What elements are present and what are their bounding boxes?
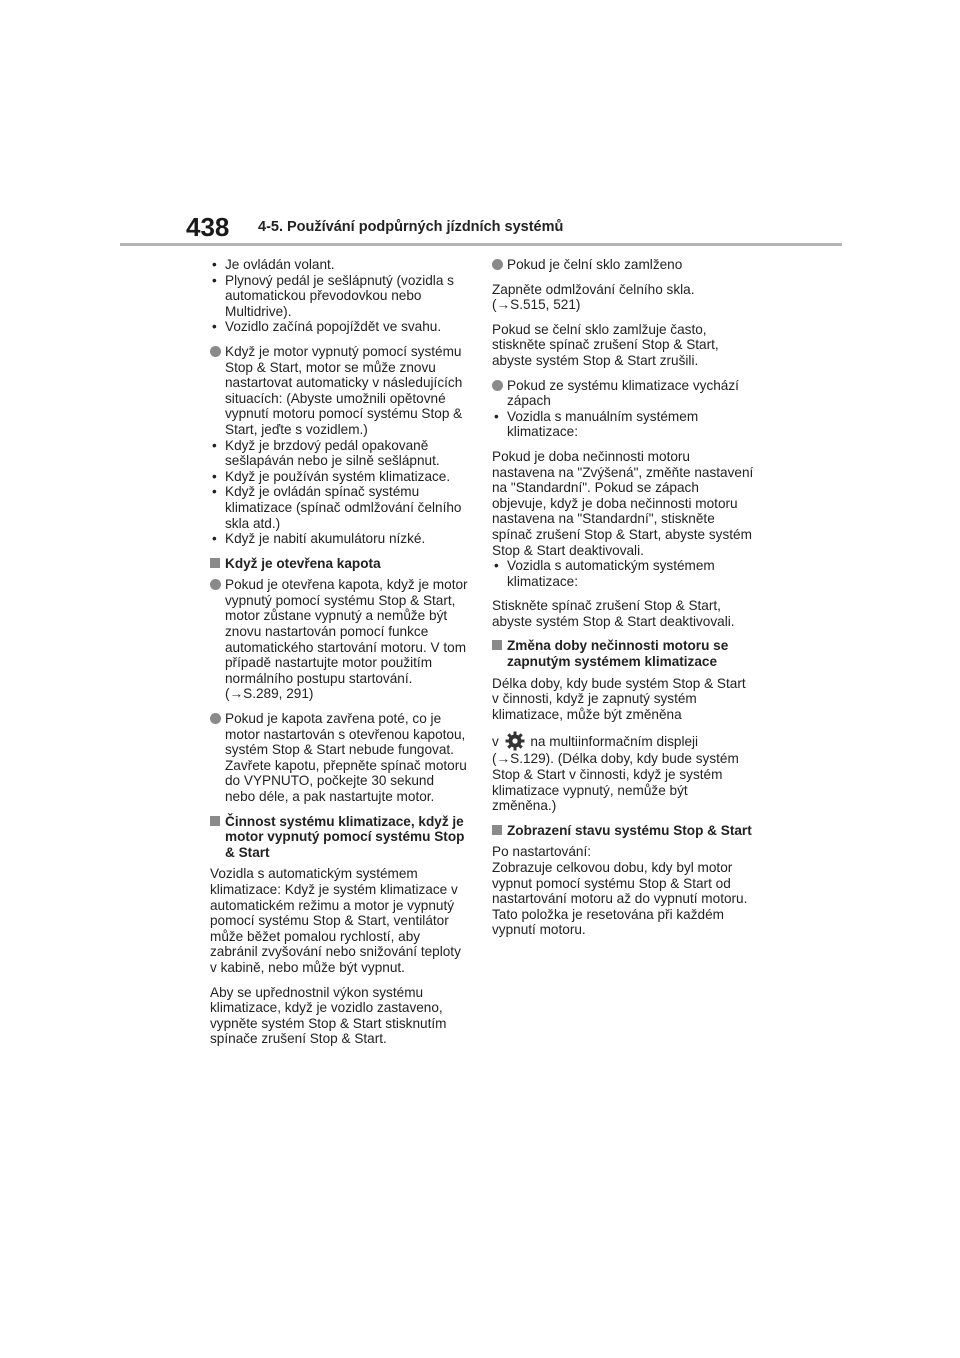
circle-bullet-icon (210, 713, 221, 724)
gear-icon (505, 731, 525, 751)
circle-item-text: Pokud ze systému klimatizace vychází zápach (507, 377, 739, 409)
paragraph-text: v (492, 734, 499, 750)
paragraph: Délka doby, kdy bude systém Stop & Start v činnosti, když je zapnutý systém klimatizace, může být změněna (492, 675, 746, 722)
paragraph: Zapněte odmlžování čelního skla. (→S.515, 521) (492, 281, 695, 313)
paragraph (492, 731, 754, 813)
list-item: • Je ovládán volant. (210, 257, 468, 273)
circle-bullet-icon (210, 579, 221, 590)
section-heading (210, 814, 468, 861)
section-heading (210, 556, 468, 572)
list-item: • Vozidla s automatickým systémem klimatizace: (492, 558, 754, 589)
circle-item-text: Pokud je čelní sklo zamlženo (507, 257, 683, 272)
section-title: 4-5. Používání podpůrných jízdních systémů (258, 219, 564, 235)
square-bullet-icon (492, 825, 502, 835)
paragraph: Zobrazuje celkovou dobu, kdy byl motor vypnut pomocí systému Stop & Start od nastartování motoru až do vypnutí motoru. (492, 860, 748, 907)
section-heading (492, 638, 754, 669)
page-number: 438 (186, 212, 230, 242)
circle-item (492, 257, 754, 273)
list-item: • Vozidlo začíná popojíždět ve svahu. (210, 319, 468, 335)
section-heading-text: Když je otevřena kapota (225, 555, 381, 571)
circle-item-text: Když je motor vypnutý pomocí systému Stop & Start, motor se může znovu nastartovat automaticky v následujících situacích: (Abyste umožnili opětovné vypnutí motoru pomocí systému Stop & Start, jeďte s vozidlem.) (225, 343, 463, 437)
paragraph: Vozidla s automatickým systémem klimatizace: Když je systém klimatizace v automatickém režimu a motor je vypnutý pomocí systému Stop & Start, ventilátor může běžet pomalou rychlostí, aby zabránil zvyšování nebo snižování teploty v kabině, nebo může být vypnut. (210, 866, 461, 975)
paragraph: Pokud je doba nečinnosti motoru nastavena na "Zvýšená", změňte nastavení na "Standardní". Pokud se zápach objevuje, když je doba nečinnosti motoru nastavena na "Standardní", stiskněte spínač zrušení Stop & Start, abyste systém Stop & Start deaktivovali. (492, 448, 754, 558)
circle-bullet-icon (492, 259, 503, 270)
square-bullet-icon (210, 558, 220, 568)
header-rule (120, 243, 842, 246)
square-bullet-icon (210, 816, 220, 826)
list-item: • Když je používán systém klimatizace. (210, 469, 468, 485)
paragraph: Po nastartování: (492, 844, 591, 860)
circle-item (492, 378, 754, 409)
circle-item (210, 344, 468, 438)
circle-item-text: Pokud je otevřena kapota, když je motor vypnutý pomocí systému Stop & Start, motor zůstane vypnutý a nemůže být znovu nastartován pomocí funkce automatického startování motoru. V tom případě nastartujte motor použitím normálního postupu startování. (→S.289, 291) (225, 577, 468, 702)
paragraph: Aby se upřednostnil výkon systému klimatizace, když je vozidlo zastaveno, vypněte systém Stop & Start stisknutím spínače zrušení Stop & Start. (210, 984, 447, 1047)
list-item: • Když je brzdový pedál opakovaně sešlapáván nebo je silně sešlápnut. (210, 438, 468, 469)
circle-item-text: Pokud je kapota zavřena poté, co je motor nastartován s otevřenou kapotou, systém Stop & Start nebude fungovat. Zavřete kapotu, přepněte spínač motoru do VYPNUTO, počkejte 30 sekund nebo déle, a pak nastartujte motor. (225, 711, 467, 804)
paragraph: Stiskněte spínač zrušení Stop & Start, abyste systém Stop & Start deaktivovali. (492, 598, 735, 629)
paragraph: Tato položka je resetována při každém vypnutí motoru. (492, 906, 724, 938)
section-heading (492, 823, 754, 839)
circle-bullet-icon (492, 380, 503, 391)
circle-item (210, 711, 468, 805)
section-heading-text: Činnost systému klimatizace, když je motor vypnutý pomocí systému Stop & Start (225, 813, 465, 860)
paragraph-text: na multiinformačním displeji (→S.129). (Délka doby, kdy bude systém Stop & Start v činnosti, když je systém klimatizace vypnutý, nemůže být změněna.) (492, 734, 739, 814)
square-bullet-icon (492, 640, 502, 650)
list-item: • Když je nabití akumulátoru nízké. (210, 531, 468, 547)
circle-item (210, 577, 468, 702)
circle-bullet-icon (210, 346, 221, 357)
list-item: • Když je ovládán spínač systému klimatizace (spínač odmlžování čelního skla atd.) (210, 484, 468, 531)
list-item: • Vozidla s manuálním systémem klimatizace: (492, 409, 754, 440)
list-item: • Plynový pedál je sešlápnutý (vozidla s automatickou převodovkou nebo Multidrive). (210, 273, 468, 320)
paragraph: Pokud se čelní sklo zamlžuje často, stiskněte spínač zrušení Stop & Start, abyste systém Stop & Start zrušili. (492, 321, 719, 368)
section-heading-text: Zobrazení stavu systému Stop & Start (507, 822, 752, 838)
left-column (210, 257, 468, 1056)
right-column (492, 257, 754, 947)
section-heading-text: Změna doby nečinnosti motoru se zapnutým systémem klimatizace (507, 638, 729, 670)
